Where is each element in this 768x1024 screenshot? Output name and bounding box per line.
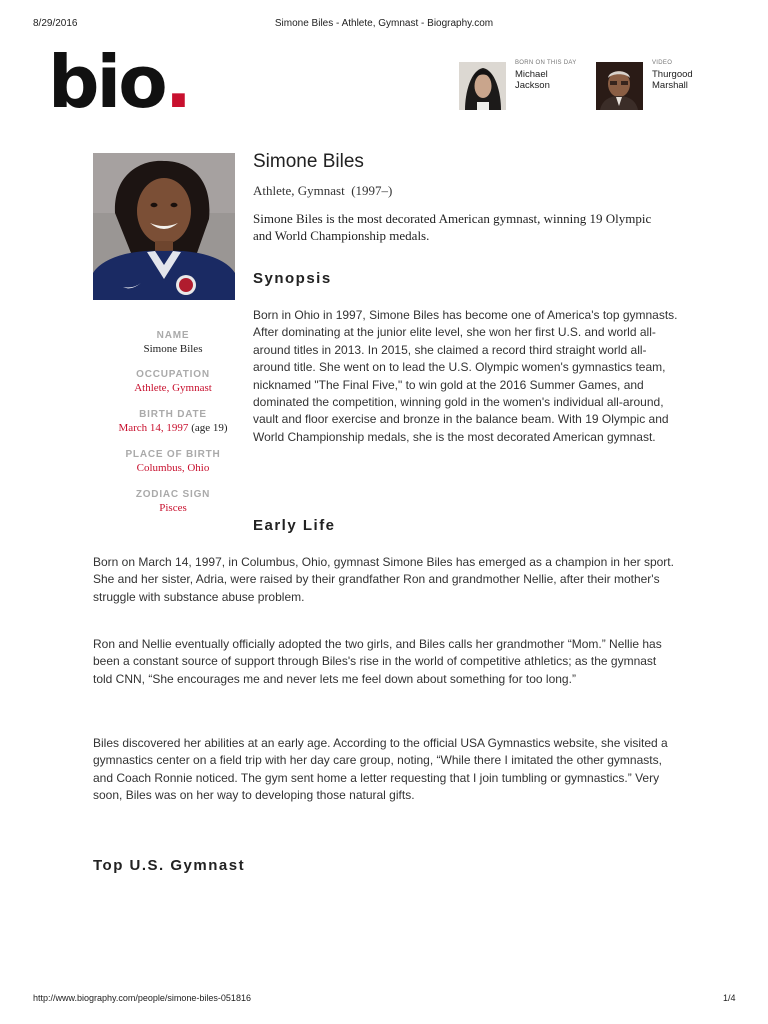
fact-label: NAME — [156, 330, 190, 341]
profile-occupation-line — [253, 183, 392, 199]
synopsis-heading: Synopsis — [253, 270, 332, 287]
occupation-text: Athlete, Gymnast — [253, 183, 345, 198]
synopsis-text: Born in Ohio in 1997, Simone Biles has become one of America's top gymnasts. After dominating at the junior elite level, she won her first U.S. and world all-around titles in 2013. In 2015, she claimed a record third straight world all-around title. She went on to lead the U.S. Olympic women's gymnastics team, nicknamed "The Final Five," to win gold at the 2016 Summer Games, and dominated the competition, winning gold in the women's individual all-around, vault and floor exercise and bronze in the balance beam. With 19 Olympic and World Championship medals, she is the most decorated American gymnast. — [253, 308, 678, 444]
bio-logo[interactable] — [48, 40, 190, 124]
early-life-paragraph-1: Born on March 14, 1997, in Columbus, Ohio, gymnast Simone Biles has emerged as a champion in her sport. She and her sister, Adria, were raised by their grandfather Ron and grandmother Nellie, after their mother's struggle with substance abuse problem. — [93, 555, 674, 604]
print-date: 8/29/2016 — [33, 18, 78, 29]
age-text: (age 19) — [191, 422, 228, 434]
fact-name — [93, 330, 253, 355]
fact-label: BIRTH DATE — [139, 409, 207, 420]
fact-place-of-birth — [93, 449, 253, 474]
fact-label: PLACE OF BIRTH — [125, 449, 221, 460]
print-page-title: Simone Biles - Athlete, Gymnast - Biography.com — [274, 18, 494, 29]
profile-summary: Simone Biles is the most decorated American gymnast, winning 19 Olympic and World Championship medals. — [253, 211, 652, 243]
fact-label: ZODIAC SIGN — [135, 489, 211, 500]
fact-value-link[interactable] — [93, 422, 253, 434]
fact-birth-date — [93, 409, 253, 434]
michael-jackson-thumbnail — [459, 62, 506, 110]
years-text: (1997–) — [351, 183, 393, 198]
fact-value-link[interactable]: Athlete, Gymnast — [134, 382, 212, 394]
simone-biles-portrait — [93, 153, 235, 300]
early-life-paragraph-3: Biles discovered her abilities at an early age. According to the official USA Gymnastics website, she visited a gymnastics center on a field trip with her day care group, noting, “While there I imitated the other gymnasts, and Coach Ronnie noticed. The gym sent home a letter requesting that I join tumbling or gymnastics.” Very soon, Biles was on her way to developing those natural gifts. — [93, 736, 668, 803]
print-url: http://www.biography.com/people/simone-biles-051816 — [33, 993, 251, 1003]
promo-kicker: BORN ON THIS DAY — [515, 60, 577, 66]
birth-date-link[interactable]: March 14, 1997 — [118, 422, 189, 434]
thurgood-marshall-thumbnail — [596, 62, 643, 110]
promo-name[interactable]: Thurgood Marshall — [652, 69, 693, 91]
fact-zodiac-sign — [93, 489, 253, 514]
early-life-heading: Early Life — [253, 517, 336, 534]
fact-value-link[interactable]: Pisces — [159, 502, 187, 514]
fact-occupation — [93, 369, 253, 394]
fact-label: OCCUPATION — [136, 369, 210, 380]
top-us-gymnast-heading: Top U.S. Gymnast — [93, 857, 246, 874]
promo-born-on-this-day[interactable] — [459, 62, 589, 110]
early-life-paragraph-2: Ron and Nellie eventually officially adopted the two girls, and Biles calls her grandmother “Mom.” Nellie has been a constant source of support through Biles's rise in the world of competitive athletics; as the gymnast told CNN, “She encourages me and never lets me feel down about something for too long.” — [93, 637, 662, 686]
promo-name[interactable]: Michael Jackson — [515, 69, 550, 91]
logo-dot: . — [164, 40, 190, 124]
logo-text: bio — [48, 40, 165, 124]
fact-value: Simone Biles — [143, 343, 203, 355]
print-page-number: 1/4 — [723, 993, 736, 1003]
fact-value-link[interactable]: Columbus, Ohio — [136, 462, 210, 474]
promo-kicker: VIDEO — [652, 60, 673, 66]
promo-video[interactable] — [596, 62, 726, 110]
profile-name: Simone Biles — [253, 151, 364, 172]
